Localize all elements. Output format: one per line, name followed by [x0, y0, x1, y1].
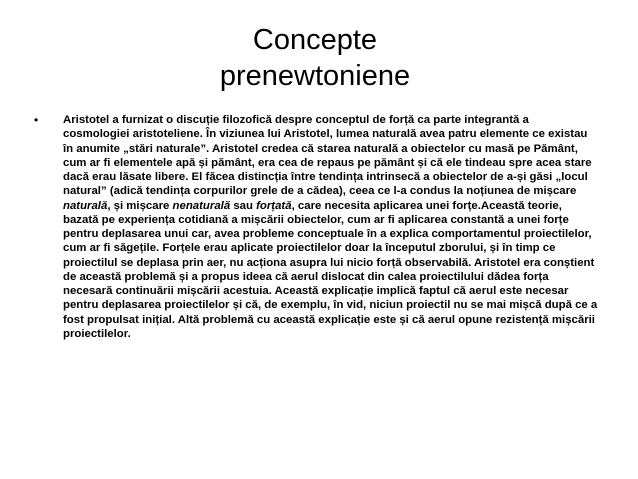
title-line-1: Concepte: [252, 24, 378, 56]
body-paragraph: [63, 113, 598, 341]
bullet-icon: •: [34, 113, 39, 127]
body-text-part-1: Aristotel a furnizat o discuție filozofică despre conceptul de forță ca parte integrantă a cosmologiei aristoteliene. În viziunea lui Aristotel, lumea naturală avea patru elemente ce existau în anumite „stări naturale”. Aristotel credea că starea naturală a obiectelor cu masă pe Pământ, cum ar fi elementele apă și pământ, era cea de repaus pe pământ și că ele tindeau spre acea stare dacă erau lăsate libere. El făcea distincția între tendința intrinsecă a obiectelor de a-și găsi „locul natural” (adică tendința corpurilor grele de a cădea), ceea ce l-a condus la noțiunea de mișcare: [63, 114, 592, 198]
title-line-2: prenewtoniene: [219, 60, 411, 92]
body-emphasis-nenaturala: nenaturală: [172, 199, 231, 212]
body-text-part-4: , care necesita aplicarea unei forțe.Această teorie, bazată pe experiența cotidiană a mișcării obiectelor, cum ar fi aplicarea constantă a unei forțe pentru deplasarea unui car, avea probleme conceptuale în a explica comportamentul proiectilelor, cum ar fi săgețile. Forțele erau aplicate proiectilelor doar la începutul zborului, și în timp ce proiectilul se deplasa prin aer, nu acționa asupra lui nicio forță observabilă. Aristotel era conștient de această problemă și a propus ideea că aerul dislocat din calea proiectilului dădea forța necesară continuării mișcării acestuia. Această explicație implică faptul că aerul este necesar pentru deplasarea proiectilelor și că, de exemplu, în vid, niciun proiectil nu se mai mișcă după ce a fost propulsat inițial. Altă problemă cu această explicație este și că aerul opune rezistență mișcării proiectilelor.: [63, 199, 598, 340]
body-text-part-2: , și mișcare: [107, 199, 173, 212]
body-emphasis-fortata: forțată: [256, 199, 292, 212]
slide-title: [150, 22, 480, 94]
body-emphasis-naturala: naturală: [63, 199, 108, 212]
body-text-part-3: sau: [230, 199, 257, 212]
